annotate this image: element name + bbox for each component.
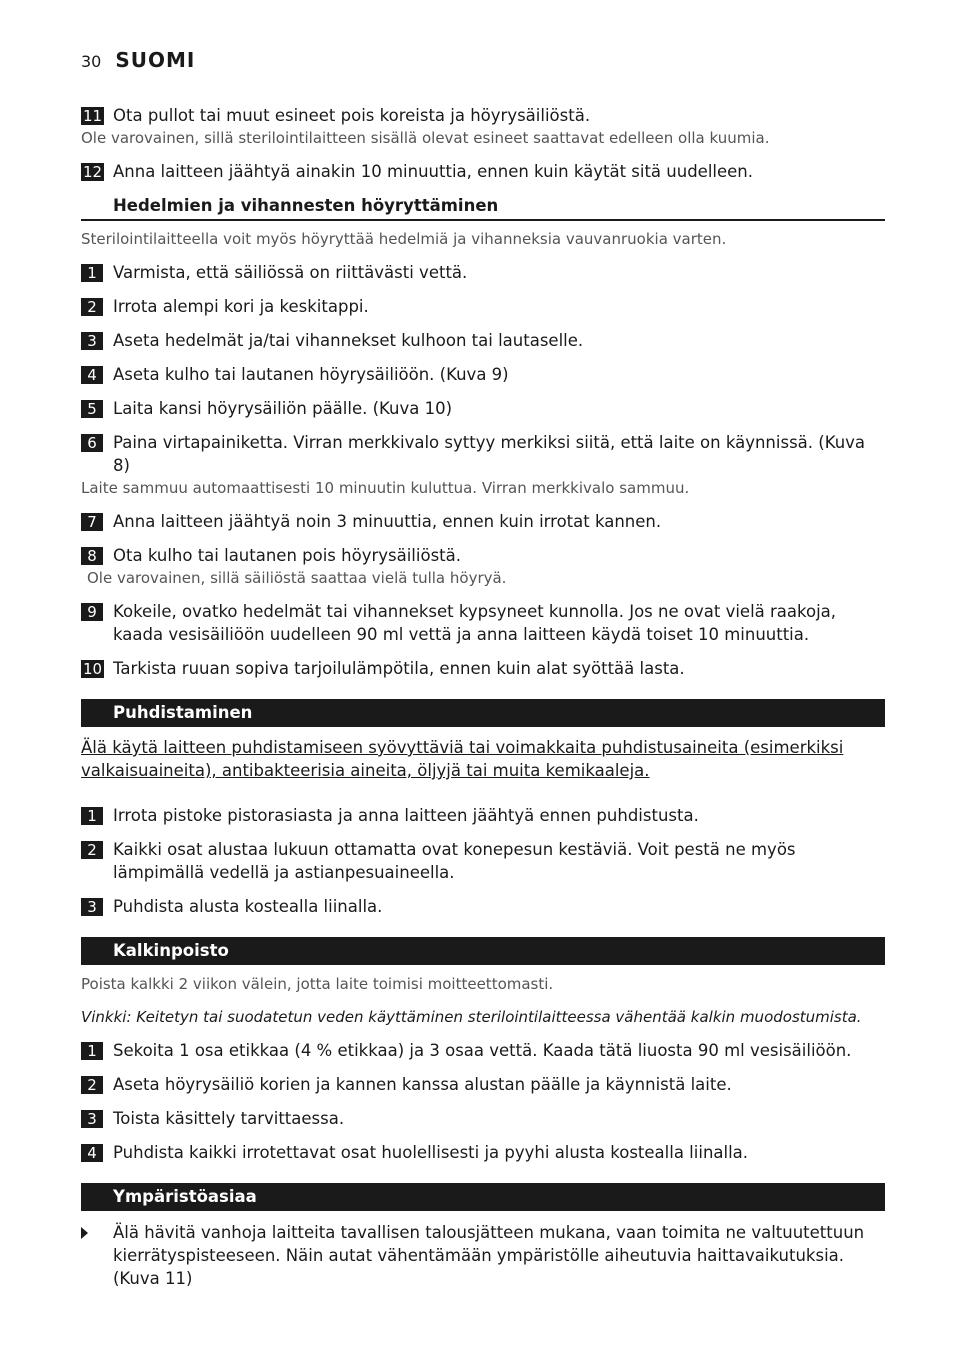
step-text: Kokeile, ovatko hedelmät tai vihannekset kypsyneet kunnolla. Jos ne ovat vielä raakoja, kaada vesisäiliöön uudelleen 90 ml vettä ja anna laitteen käydä toiset 10 minuuttia. bbox=[113, 602, 837, 644]
step-item bbox=[81, 1073, 885, 1096]
step-item bbox=[81, 600, 885, 646]
section-heading-descaling: Kalkinpoisto bbox=[81, 937, 885, 965]
step-number: 2 bbox=[81, 841, 103, 859]
step-number: 3 bbox=[81, 1110, 103, 1128]
step-text: Anna laitteen jäähtyä noin 3 minuuttia, ennen kuin irrotat kannen. bbox=[113, 512, 662, 531]
step-number: 2 bbox=[81, 1076, 103, 1094]
page-header bbox=[81, 48, 195, 74]
step-number: 2 bbox=[81, 298, 103, 316]
step-item bbox=[81, 510, 885, 533]
step-item bbox=[81, 160, 885, 183]
page-content bbox=[81, 104, 885, 1290]
step-text: Ota kulho tai lautanen pois höyrysäiliöstä. bbox=[113, 546, 461, 565]
step-item bbox=[81, 657, 885, 680]
step-text: Irrota pistoke pistorasiasta ja anna laitteen jäähtyä ennen puhdistusta. bbox=[113, 806, 699, 825]
bullet-item bbox=[81, 1221, 885, 1290]
step-number: 1 bbox=[81, 264, 103, 282]
cleaning-warning bbox=[81, 736, 885, 782]
step-item bbox=[81, 329, 885, 352]
step-item bbox=[81, 104, 885, 127]
step-item bbox=[81, 1039, 885, 1062]
step-text: Aseta höyrysäiliö korien ja kannen kanssa alustan päälle ja käynnistä laite. bbox=[113, 1075, 732, 1094]
section-heading-environment: Ympäristöasiaa bbox=[81, 1183, 885, 1211]
step-number: 3 bbox=[81, 332, 103, 350]
step-number: 1 bbox=[81, 807, 103, 825]
step-item bbox=[81, 363, 885, 386]
section-heading-cleaning: Puhdistaminen bbox=[81, 699, 885, 727]
step-text: Puhdista alusta kostealla liinalla. bbox=[113, 897, 383, 916]
step-number: 7 bbox=[81, 513, 103, 531]
step-text: Aseta kulho tai lautanen höyrysäiliöön. (Kuva 9) bbox=[113, 365, 509, 384]
step-item bbox=[81, 1141, 885, 1164]
step-number: 12 bbox=[83, 163, 103, 181]
warning-text: Älä käytä laitteen puhdistamiseen syövyttäviä tai voimakkaita puhdistusaineita (esimerkiksi valkaisuaineita), antibakteerisia aineita, öljyjä tai muita kemikaaleja. bbox=[81, 738, 844, 780]
step-item bbox=[81, 431, 885, 477]
bullet-text: Älä hävitä vanhoja laitteita tavallisen talousjätteen mukana, vaan toimita ne valtuutettuun kierrätyspisteeseen. Näin autat vähentämään ympäristölle aiheutuvia haittavaikutuksia. (Kuva 11) bbox=[113, 1223, 865, 1288]
language-title: SUOMI bbox=[115, 48, 196, 72]
step-number: 10 bbox=[83, 660, 103, 678]
step-text: Tarkista ruuan sopiva tarjoilulämpötila, ennen kuin alat syöttää lasta. bbox=[113, 659, 685, 678]
step-number: 4 bbox=[81, 1144, 103, 1162]
step-number: 9 bbox=[81, 603, 103, 621]
step-item bbox=[81, 804, 885, 827]
step-item bbox=[81, 544, 885, 567]
step-text: Anna laitteen jäähtyä ainakin 10 minuuttia, ennen kuin käytät sitä uudelleen. bbox=[113, 162, 754, 181]
step-number: 11 bbox=[83, 107, 103, 125]
step-item bbox=[81, 1107, 885, 1130]
bullet-arrow-icon bbox=[81, 1227, 88, 1239]
step-text: Laita kansi höyrysäiliön päälle. (Kuva 10) bbox=[113, 399, 453, 418]
page-number: 30 bbox=[81, 52, 102, 71]
step-number: 3 bbox=[81, 898, 103, 916]
step-text: Puhdista kaikki irrotettavat osat huolellisesti ja pyyhi alusta kostealla liinalla. bbox=[113, 1143, 749, 1162]
step-number: 6 bbox=[81, 434, 103, 452]
step-text: Toista käsittely tarvittaessa. bbox=[113, 1109, 345, 1128]
step-note: Ole varovainen, sillä sterilointilaitteen sisällä olevat esineet saattavat edelleen olla kuumia. bbox=[81, 129, 770, 147]
step-text: Sekoita 1 osa etikkaa (4 % etikkaa) ja 3 osaa vettä. Kaada tätä liuosta 90 ml vesisäiliöön. bbox=[113, 1041, 852, 1060]
step-item bbox=[81, 261, 885, 284]
step-text: Varmista, että säiliössä on riittävästi vettä. bbox=[113, 263, 468, 282]
step-text: Aseta hedelmät ja/tai vihannekset kulhoon tai lautaselle. bbox=[113, 331, 584, 350]
step-item bbox=[81, 397, 885, 420]
step-text: Kaikki osat alustaa lukuun ottamatta ovat konepesun kestäviä. Voit pestä ne myös lämpimällä vedellä ja astianpesuaineella. bbox=[113, 840, 796, 882]
descaling-tip: Vinkki: Keitetyn tai suodatetun veden käyttäminen sterilointilaitteessa vähentää kalkin muodostumista. bbox=[81, 1008, 862, 1026]
step-item bbox=[81, 295, 885, 318]
section-intro: Poista kalkki 2 viikon välein, jotta laite toimisi moitteettomasti. bbox=[81, 975, 554, 993]
step-item bbox=[81, 838, 885, 884]
step-note: Ole varovainen, sillä säiliöstä saattaa vielä tulla höyryä. bbox=[87, 569, 507, 587]
step-number: 8 bbox=[81, 547, 103, 565]
step-text: Irrota alempi kori ja keskitappi. bbox=[113, 297, 369, 316]
step-number: 4 bbox=[81, 366, 103, 384]
step-item bbox=[81, 895, 885, 918]
step-note: Laite sammuu automaattisesti 10 minuutin kuluttua. Virran merkkivalo sammuu. bbox=[81, 479, 690, 497]
step-number: 5 bbox=[81, 400, 103, 418]
step-number: 1 bbox=[81, 1042, 103, 1060]
section-intro: Sterilointilaitteella voit myös höyryttää hedelmiä ja vihanneksia vauvanruokia varten. bbox=[81, 230, 727, 248]
step-text: Ota pullot tai muut esineet pois koreista ja höyrysäiliöstä. bbox=[113, 106, 591, 125]
step-text: Paina virtapainiketta. Virran merkkivalo syttyy merkiksi siitä, että laite on käynnissä. (Kuva 8) bbox=[113, 433, 866, 475]
section-heading-steaming: Hedelmien ja vihannesten höyryttäminen bbox=[81, 195, 885, 221]
